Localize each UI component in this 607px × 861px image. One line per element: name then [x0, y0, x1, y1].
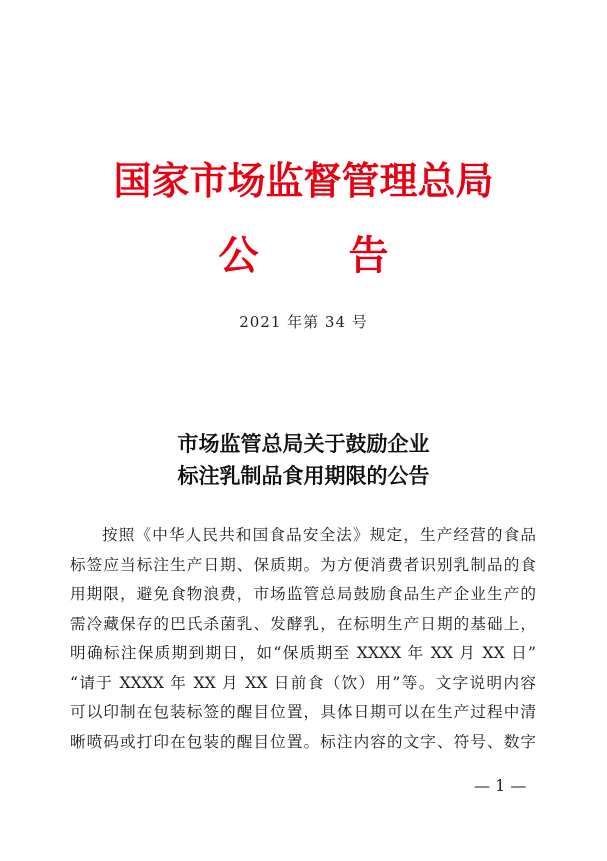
body-line-5: 明确标注保质期到期日，如“保质期至 XXXX 年 XX 月 XX 日” [70, 644, 536, 662]
body-line-2: 标签应当标注生产日期、保质期。为方便消费者识别乳制品的食 [70, 555, 536, 574]
document-title [0, 428, 607, 492]
document-number: 2021 年第 34 号 [239, 313, 368, 331]
body-line-7: 可以印制在包装标签的醒目位置，具体日期可以在生产过程中清 [70, 703, 536, 721]
document-title-line-2: 标注乳制品食用期限的公告 [177, 463, 430, 488]
body-line-4: 需冷藏保存的巴氏杀菌乳、发酵乳，在标明生产日期的基础上， [70, 614, 536, 633]
body-line-6: “请于 XXXX 年 XX 月 XX 日前食（饮）用”等。文字说明内容 [70, 673, 536, 692]
body-paragraph [70, 521, 536, 757]
body-line-1: 按照《中华人民共和国食品安全法》规定，生产经营的食品 [102, 526, 536, 544]
notice-char-gong: 公 [218, 232, 259, 279]
notice-char-gao: 告 [348, 232, 389, 279]
document-title-line-1: 市场监管总局关于鼓励企业 [177, 431, 430, 456]
body-line-3: 用期限，避免食物浪费，市场监管总局鼓励食品生产企业生产的 [70, 585, 536, 603]
page-number: — 1 — [474, 776, 527, 795]
notice-title [0, 232, 607, 280]
agency-header: 国家市场监督管理总局 [113, 158, 494, 203]
body-line-8: 晰喷码或打印在包装的醒目位置。标注内容的文字、符号、数字 [70, 732, 536, 751]
